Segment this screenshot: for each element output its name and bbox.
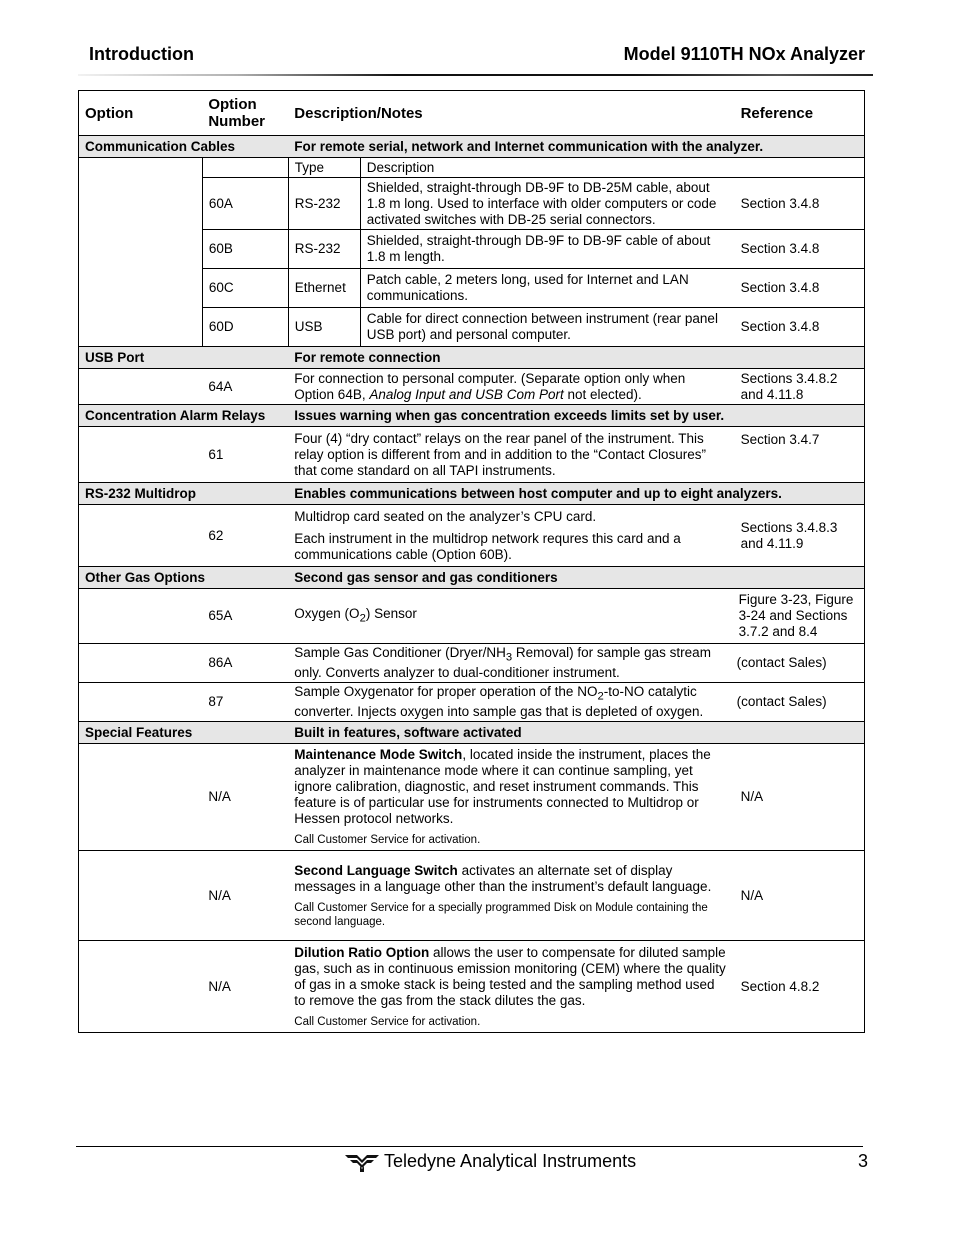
- option-description: Maintenance Mode Switch, located inside the instrument, places the analyzer in maintenance mode where it can continue sampling, yet ignore calibration, diagnostic, and reset instrument commands. This feature is of particular use for instruments connected to Multidrop or Hessen protocol networks. Call Customer Service for activation.: [288, 744, 734, 851]
- option-reference: (contact Sales): [735, 644, 865, 683]
- col-header-option-number: Option Number: [202, 91, 288, 136]
- category-label: Communication Cables: [79, 136, 289, 158]
- cable-type: RS-232: [288, 230, 360, 269]
- option-description: Second Language Switch activates an alternate set of display messages in a language other than the instrument’s default language. Call Customer Service for a specially programmed Disk on Module containing the second language.: [288, 851, 734, 941]
- cable-type: Ethernet: [288, 269, 360, 308]
- option-description: Four (4) “dry contact” relays on the rear panel of the instrument. This relay option is different from and in addition to the “Contact Closures” that come standard on all TAPI instruments.: [288, 427, 734, 483]
- option-number: N/A: [202, 851, 288, 941]
- table-header-row: [79, 91, 865, 136]
- option-description: Shielded, straight-through DB-9F to DB-9F cable of about 1.8 m length.: [360, 230, 734, 269]
- option-reference: Figure 3-23, Figure 3-24 and Sections 3.7.2 and 8.4: [735, 589, 865, 644]
- option-number: 61: [202, 427, 288, 483]
- option-description: Sample Oxygenator for proper operation of the $NO_2-to-NO$ catalytic converter. Injects oxygen into sample gas that is depleted of oxygen.: [288, 683, 734, 722]
- category-description: Issues warning when gas concentration exceeds limits set by user.: [288, 405, 864, 427]
- category-row: [79, 405, 865, 427]
- option-number: 86A: [202, 644, 288, 683]
- option-description: Cable for direct connection between instrument (rear panel USB port) and personal computer.: [360, 308, 734, 347]
- option-reference: Sections 3.4.8.3 and 4.11.9: [735, 505, 865, 567]
- category-label: RS-232 Multidrop: [79, 483, 289, 505]
- option-number: 60C: [202, 269, 288, 308]
- category-label: USB Port: [79, 347, 289, 369]
- option-reference: Section 3.4.8: [735, 178, 865, 230]
- option-number: 60A: [202, 178, 288, 230]
- option-number: 65A: [202, 589, 288, 644]
- option-reference: Section 4.8.2: [735, 941, 865, 1033]
- category-row: [79, 136, 865, 158]
- option-reference: (contact Sales): [735, 683, 865, 722]
- col-header-reference: Reference: [735, 91, 865, 136]
- cable-type: RS-232: [288, 178, 360, 230]
- category-description: Built in features, software activated: [288, 722, 864, 744]
- table-row: [79, 369, 865, 405]
- subheader-row: [79, 158, 865, 178]
- option-description: Shielded, straight-through DB-9F to DB-25M cable, about 1.8 m long. Used to interface with older computers or code activated switches with DB-25 serial connectors.: [360, 178, 734, 230]
- category-description: Enables communications between host computer and up to eight analyzers.: [288, 483, 864, 505]
- option-number: 60D: [202, 308, 288, 347]
- option-description: Patch cable, 2 meters long, used for Internet and LAN communications.: [360, 269, 734, 308]
- category-row: [79, 722, 865, 744]
- category-description: For remote serial, network and Internet communication with the analyzer.: [288, 136, 864, 158]
- option-description: Multidrop card seated on the analyzer’s CPU card. Each instrument in the multidrop network requres this card and a communications cable (Option 60B).: [288, 505, 734, 567]
- option-number: 87: [202, 683, 288, 722]
- category-label: Concentration Alarm Relays: [79, 405, 289, 427]
- table-row: [79, 644, 865, 683]
- footer-company: Teledyne Analytical Instruments: [384, 1151, 637, 1171]
- option-reference: Sections 3.4.8.2 and 4.11.8: [735, 369, 865, 405]
- table-row: [79, 851, 865, 941]
- option-reference: Section 3.4.8: [735, 308, 865, 347]
- option-reference: N/A: [735, 744, 865, 851]
- table-row: [79, 427, 865, 483]
- option-reference: N/A: [735, 851, 865, 941]
- option-number: N/A: [202, 941, 288, 1033]
- option-description: Dilution Ratio Option allows the user to compensate for diluted sample gas, such as in continuous emission monitoring (CEM) where the quality of gas in a smoke stack is being tested and the sampling method used to remove the gas from the stack dilutes the gas. Call Customer Service for activation.: [288, 941, 734, 1033]
- table-row: [79, 505, 865, 567]
- category-description: Second gas sensor and gas conditioners: [288, 567, 864, 589]
- table-row: [79, 941, 865, 1033]
- option-description: For connection to personal computer. (Separate option only when Option 64B, Analog Input and USB Com Port not elected).: [288, 369, 734, 405]
- category-row: [79, 483, 865, 505]
- option-reference: Section 3.4.7: [735, 427, 865, 483]
- options-table: [78, 90, 865, 1033]
- model-title: Model 9110TH NOx Analyzer: [623, 44, 865, 64]
- option-number: 64A: [202, 369, 288, 405]
- category-description: For remote connection: [288, 347, 864, 369]
- table-row: [79, 589, 865, 644]
- option-number: N/A: [202, 744, 288, 851]
- col-header-description: Description/Notes: [288, 91, 734, 136]
- table-row: [79, 744, 865, 851]
- option-description: Sample Gas Conditioner ($Dryer/NH_3$ Removal) for sample gas stream only. Converts analyzer to dual-conditioner instrument.: [288, 644, 734, 683]
- header-divider: [78, 74, 873, 76]
- page-number: 3: [857, 1151, 868, 1171]
- subheader-description: Description: [360, 158, 734, 178]
- category-label: Other Gas Options: [79, 567, 289, 589]
- section-title: Introduction: [89, 44, 194, 64]
- col-header-option: Option: [79, 91, 203, 136]
- table-row: [79, 683, 865, 722]
- category-label: Special Features: [79, 722, 289, 744]
- category-row: [79, 567, 865, 589]
- option-reference: Section 3.4.8: [735, 269, 865, 308]
- category-row: [79, 347, 865, 369]
- subheader-type: Type: [288, 158, 360, 178]
- option-number: 62: [202, 505, 288, 567]
- teledyne-logo-icon: [345, 1151, 379, 1173]
- option-reference: Section 3.4.8: [735, 230, 865, 269]
- option-description: Oxygen $(O_2)$ Sensor: [288, 589, 734, 644]
- option-number: 60B: [202, 230, 288, 269]
- footer-divider: [76, 1146, 863, 1147]
- cable-type: USB: [288, 308, 360, 347]
